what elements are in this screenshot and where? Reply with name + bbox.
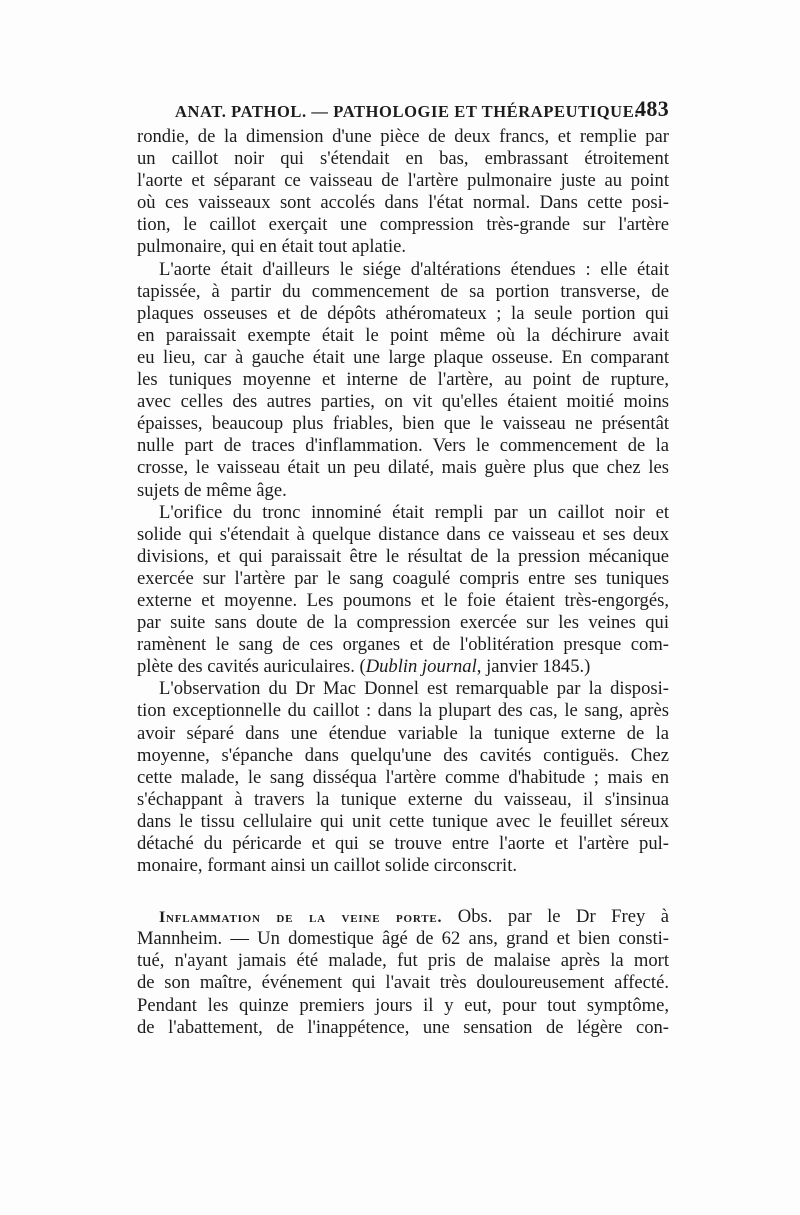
text-line: tion, le caillot exerçait une compression très-grande sur l'artère [137, 214, 669, 236]
text-line: divisions, et qui paraissait être le résultat de la pression mécanique [137, 545, 669, 567]
text-line: cette malade, le sang disséqua l'artère comme d'habitude ; mais en [137, 766, 669, 788]
text-line [137, 906, 669, 928]
text-line: moyenne, s'épanche dans quelqu'une des cavités contiguës. Chez [137, 744, 669, 766]
text-line: eu lieu, car à gauche était une large plaque osseuse. En comparant [137, 346, 669, 368]
text-line: l'aorte et séparant ce vaisseau de l'artère pulmonaire juste au point [137, 170, 669, 192]
text-line: épaisses, beaucoup plus friables, bien que le vaisseau ne présentât [137, 413, 669, 435]
text-line: où ces vaisseaux sont accolés dans l'état normal. Dans cette posi- [137, 192, 669, 214]
text-line: plaques osseuses et de dépôts athéromateux ; la seule portion qui [137, 302, 669, 324]
journal-title: Dublin journal [365, 656, 477, 678]
text-line: par suite sans doute de la compression exercée sur les veines qui [137, 612, 669, 634]
text-line: un caillot noir qui s'étendait en bas, embrassant étroitement [137, 148, 669, 170]
page-number: 483 [635, 96, 669, 121]
citation-date: , janvier 1845.) [476, 656, 591, 678]
paragraph-2 [137, 259, 669, 502]
text-line: ramènent le sang de ces organes et de l'oblitération presque com- [137, 634, 669, 656]
text-line: de l'abattement, de l'inappétence, une sensation de légère con- [137, 1016, 669, 1038]
text-line: dans le tissu cellulaire qui unit cette tunique avec le feuillet séreux [137, 810, 669, 832]
text-line: crosse, le vaisseau était un peu dilaté, mais guère plus que chez les [137, 457, 669, 479]
text-line: rondie, de la dimension d'une pièce de deux francs, et remplie par [137, 126, 669, 147]
text-line: monaire, formant ainsi un caillot solide circonscrit. [137, 855, 518, 877]
text-line: nulle part de traces d'inflammation. Vers le commencement de la [137, 435, 669, 457]
text-line: Pendant les quinze premiers jours il y eut, pour tout symptôme, [137, 994, 669, 1016]
text-line: sujets de même âge. [137, 479, 287, 501]
section-title: Inflammation de la veine porte. [159, 909, 443, 927]
text-line: exercée sur l'artère par le sang coagulé compris entre ses tuniques [137, 567, 669, 589]
text-line: pulmonaire, qui en était tout aplatie. [137, 236, 407, 258]
paragraph-4 [137, 678, 669, 877]
citation-prefix: plète des cavités auriculaires. ( [137, 656, 366, 678]
page-header [137, 96, 669, 126]
text-line: tapissée, à partir du commencement de sa portion transverse, de [137, 280, 669, 302]
section-gap [137, 877, 669, 906]
text-line: L'aorte était d'ailleurs le siége d'altérations étendues : elle était [159, 258, 669, 280]
observation-intro: Obs. par le Dr Frey à [442, 906, 669, 928]
text-line: tion exceptionnelle du caillot : dans la plupart des cas, le sang, après [137, 700, 669, 722]
paragraph-1 [137, 126, 669, 259]
text-line: avoir séparé dans une étendue variable la tunique externe de la [137, 722, 669, 744]
text-line: L'observation du Dr Mac Donnel est remarquable par la disposi- [159, 678, 669, 700]
text-line: de son maître, événement qui l'avait très douloureusement affecté. [137, 972, 669, 994]
body-text [137, 126, 669, 1039]
text-line [137, 656, 669, 678]
text-line: avec celles des autres parties, on vit qu'elles étaient moitié moins [137, 391, 669, 413]
text-line: Mannheim. — Un domestique âgé de 62 ans, grand et bien consti- [137, 928, 669, 950]
running-head: ANAT. PATHOL. — PATHOLOGIE ET THÉRAPEUTIQUE. [175, 102, 640, 121]
text-line: externe et moyenne. Les poumons et le foie étaient très-engorgés, [137, 589, 669, 611]
paragraph-5 [137, 906, 669, 1039]
text-line: détaché du péricarde et qui se trouve entre l'aorte et l'artère pul- [137, 833, 669, 854]
text-line: s'échappant à travers la tunique externe du vaisseau, il s'insinua [137, 788, 669, 810]
text-line: solide qui s'étendait à quelque distance dans ce vaisseau et ses deux [137, 523, 669, 545]
text-line: tué, n'ayant jamais été malade, fut pris de malaise après la mort [137, 950, 669, 972]
paragraph-3 [137, 502, 669, 679]
text-line: L'orifice du tronc innominé était rempli par un caillot noir et [159, 501, 669, 523]
text-line: les tuniques moyenne et interne de l'artère, au point de rupture, [137, 369, 669, 391]
text-line: en paraissait exempte était le point même où la déchirure avait [137, 324, 669, 346]
